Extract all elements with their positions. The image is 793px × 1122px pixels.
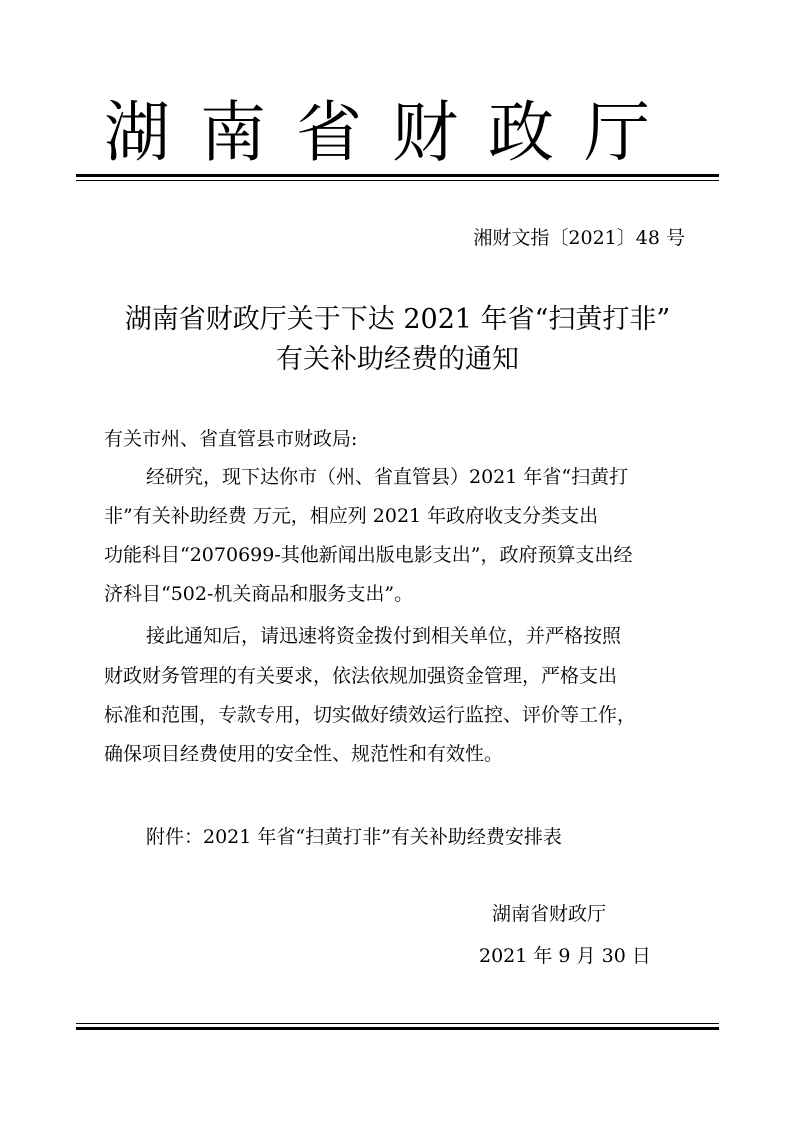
attachment-note: 附件：2021 年省“扫黄打非”有关补助经费安排表 [146, 826, 562, 848]
header-rule-thick [76, 174, 719, 177]
paragraph-1-line: 功能科目“2070699-其他新闻出版电影支出”，政府预算支出经 [104, 544, 633, 566]
footer-rule-thin [76, 1023, 719, 1024]
agency-title: 湖南省财政厅 [104, 94, 680, 171]
signature-date: 2021 年 9 月 30 日 [479, 945, 651, 967]
paragraph-2-line: 确保项目经费使用的安全性、规范性和有效性。 [104, 743, 504, 765]
document-number: 湘财文指〔2021〕48 号 [473, 227, 685, 249]
header-rule-thin [76, 180, 719, 181]
paragraph-2-line: 接此通知后，请迅速将资金拨付到相关单位，并严格按照 [146, 625, 622, 647]
paragraph-1-line: 非”有关补助经费 万元，相应列 2021 年政府收支分类支出 [104, 505, 599, 527]
paragraph-2-line: 财政财务管理的有关要求，依法依规加强资金管理，严格支出 [104, 665, 618, 687]
paragraph-2-line: 标准和范围，专款专用，切实做好绩效运行监控、评价等工作， [104, 704, 637, 726]
paragraph-1-line: 经研究，现下达你市（州、省直管县）2021 年省“扫黄打 [146, 466, 629, 488]
paragraph-1-line: 济科目“502-机关商品和服务支出”。 [104, 583, 414, 605]
signature-org: 湖南省财政厅 [492, 903, 607, 925]
salutation: 有关市州、省直管县市财政局: [104, 428, 358, 450]
footer-rule-thick [76, 1027, 719, 1030]
notice-title-line-1: 湖南省财政厅关于下达 2021 年省“扫黄打非” [124, 304, 671, 335]
notice-title-line-2: 有关补助经费的通知 [276, 344, 519, 375]
